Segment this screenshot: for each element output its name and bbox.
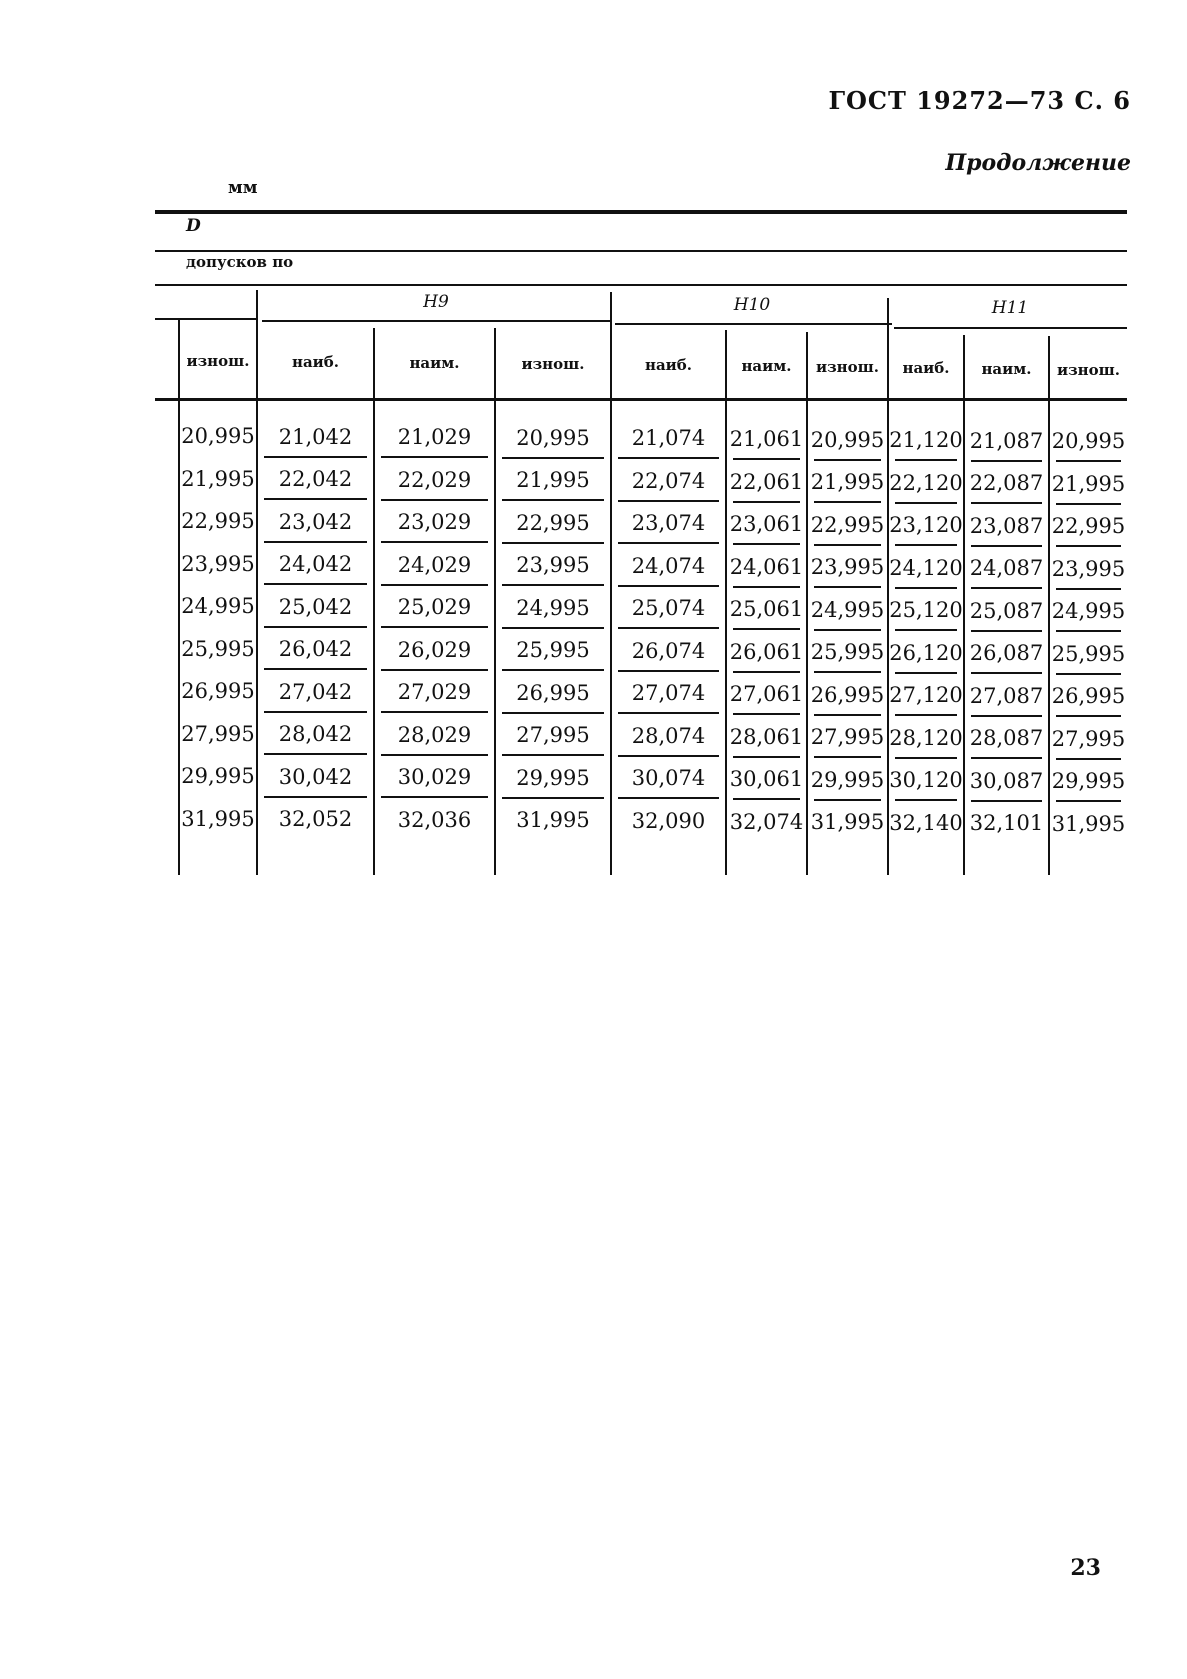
continuation-label: Продолжение <box>945 150 1131 176</box>
group-header-h10: H10 <box>733 295 771 315</box>
cell-underline <box>1056 630 1121 632</box>
cell-underline <box>814 629 881 631</box>
table-cell: 27,120 <box>889 683 963 708</box>
cell-underline <box>971 715 1042 717</box>
table-cell: 28,061 <box>729 724 804 749</box>
table-cell: 24,087 <box>969 556 1044 581</box>
table-cell: 29,995 <box>181 764 255 788</box>
cell-underline <box>502 754 604 756</box>
cell-underline <box>971 757 1042 759</box>
table-cell: 23,074 <box>631 511 706 536</box>
table-cell: 24,995 <box>1051 599 1126 624</box>
table-cell: 22,995 <box>181 509 255 533</box>
table-cell: 30,120 <box>889 768 963 793</box>
cell-underline <box>381 669 488 671</box>
table-cell: 23,995 <box>1051 556 1126 581</box>
table-cell: 24,120 <box>889 555 963 580</box>
table-cell: 23,120 <box>889 513 963 538</box>
table-cell: 20,995 <box>181 424 255 448</box>
table-cell: 26,995 <box>1051 684 1126 709</box>
cell-underline <box>502 627 604 629</box>
column-header-rule <box>155 398 1127 401</box>
group-rule-h9 <box>262 320 610 322</box>
table-cell: 29,995 <box>1051 769 1126 794</box>
table-cell: 23,061 <box>729 512 804 536</box>
cell-underline <box>814 756 881 758</box>
cell-underline <box>733 586 800 588</box>
cell-underline <box>381 541 488 543</box>
cell-underline <box>971 587 1042 589</box>
cell-underline <box>1056 460 1121 462</box>
table-cell: 28,074 <box>631 723 706 748</box>
cell-underline <box>814 671 881 673</box>
unit-label: мм <box>228 178 258 198</box>
table-cell: 22,087 <box>969 471 1044 496</box>
cell-underline <box>502 584 604 586</box>
group-rule-h10 <box>615 323 892 325</box>
table-cell: 24,995 <box>516 595 590 620</box>
cell-underline <box>381 626 488 628</box>
column-header: наиб. <box>902 359 950 377</box>
cell-underline <box>1056 715 1121 717</box>
table-cell: 27,087 <box>969 683 1044 708</box>
table-cell: 30,029 <box>397 765 472 790</box>
column-header: изнош. <box>1056 361 1121 379</box>
table-cell: 25,995 <box>516 638 590 663</box>
cell-underline <box>1056 503 1121 505</box>
cell-underline <box>381 584 488 586</box>
column-header: наим. <box>741 357 792 375</box>
cell-underline <box>733 671 800 673</box>
cell-underline <box>895 587 957 589</box>
column-header: наиб. <box>644 356 693 374</box>
table-cell: 25,074 <box>631 596 706 621</box>
table-cell: 23,995 <box>516 553 590 578</box>
table-top-rule <box>155 210 1127 214</box>
cell-underline <box>814 459 881 461</box>
table-cell: 29,995 <box>516 765 590 790</box>
cell-underline <box>618 585 719 587</box>
table-cell: 31,995 <box>1051 811 1126 836</box>
table-cell: 26,074 <box>631 638 706 663</box>
table-cell: 25,995 <box>181 636 255 661</box>
cell-underline <box>1056 545 1121 547</box>
d-row-rule <box>155 250 1127 252</box>
cell-underline <box>264 626 367 628</box>
table-cell: 30,042 <box>278 764 353 789</box>
cell-underline <box>814 501 881 503</box>
table-cell: 30,087 <box>969 768 1044 793</box>
cell-underline <box>618 755 719 757</box>
table-cell: 28,120 <box>889 725 963 750</box>
cell-underline <box>264 668 367 670</box>
table-cell: 20,995 <box>1051 429 1126 454</box>
column-header: наиб. <box>291 353 340 371</box>
cell-underline <box>502 797 604 799</box>
table-cell: 27,995 <box>1051 726 1126 751</box>
group-rule-left <box>155 318 258 320</box>
cell-underline <box>1056 758 1121 760</box>
cell-underline <box>895 459 957 461</box>
cell-underline <box>814 799 881 801</box>
table-cell: 23,995 <box>181 551 255 576</box>
cell-underline <box>814 544 881 546</box>
table-cell: 23,042 <box>278 509 353 534</box>
table-cell: 20,995 <box>810 427 885 452</box>
table-cell: 22,042 <box>278 467 353 492</box>
table-cell: 21,995 <box>1051 471 1126 496</box>
cell-underline <box>733 501 800 503</box>
tolerance-row-rule <box>155 284 1127 286</box>
table-cell: 27,995 <box>810 725 885 750</box>
document-reference: ГОСТ 19272—73 С. 6 <box>828 86 1131 115</box>
group-header-h11: H11 <box>991 298 1029 318</box>
cell-underline <box>971 460 1042 462</box>
table-cell: 30,061 <box>729 767 804 791</box>
table-cell: 26,042 <box>278 637 353 662</box>
table-cell: 27,074 <box>631 681 706 706</box>
table-cell: 21,042 <box>278 424 353 449</box>
table-cell: 26,087 <box>969 641 1044 666</box>
table-cell: 32,101 <box>969 811 1044 836</box>
cell-underline <box>502 499 604 501</box>
cell-underline <box>895 502 957 504</box>
table-cell: 22,120 <box>889 470 963 495</box>
table-cell: 28,029 <box>397 722 472 747</box>
table-cell: 25,995 <box>1051 641 1126 666</box>
table-cell: 26,995 <box>810 682 885 707</box>
cell-underline <box>264 753 367 755</box>
cell-underline <box>381 796 488 798</box>
table-cell: 32,074 <box>729 809 804 834</box>
cell-underline <box>618 542 719 544</box>
table-cell: 31,995 <box>810 810 885 835</box>
table-cell: 25,029 <box>397 595 472 620</box>
table-cell: 31,995 <box>181 806 255 831</box>
dimension-d-label: D <box>186 216 201 236</box>
table-cell: 25,061 <box>729 597 804 621</box>
table-cell: 26,029 <box>397 637 472 662</box>
cell-underline <box>264 711 367 713</box>
table-cell: 22,995 <box>1051 514 1126 539</box>
table-cell: 21,995 <box>810 470 885 495</box>
cell-underline <box>618 457 719 459</box>
table-cell: 24,995 <box>181 594 255 618</box>
table-cell: 21,061 <box>729 427 804 451</box>
table-cell: 26,995 <box>181 679 255 703</box>
cell-underline <box>1056 800 1121 802</box>
table-cell: 31,995 <box>516 808 590 833</box>
cell-underline <box>618 670 719 672</box>
cell-underline <box>733 756 800 758</box>
cell-underline <box>895 629 957 631</box>
cell-underline <box>381 456 488 458</box>
cell-underline <box>264 583 367 585</box>
table-cell: 32,052 <box>278 807 353 832</box>
cell-underline <box>502 457 604 459</box>
table-cell: 24,074 <box>631 553 706 578</box>
table-cell: 27,029 <box>397 680 472 705</box>
cell-underline <box>264 498 367 500</box>
table-cell: 25,120 <box>889 598 963 623</box>
cell-underline <box>381 711 488 713</box>
cell-underline <box>971 502 1042 504</box>
group-rule-h11 <box>894 327 1127 329</box>
table-cell: 29,995 <box>810 767 885 792</box>
table-cell: 27,995 <box>516 723 590 748</box>
table-cell: 32,090 <box>631 808 706 833</box>
table-cell: 25,087 <box>969 598 1044 623</box>
column-header: наим. <box>981 360 1032 378</box>
table-cell: 26,120 <box>889 640 963 665</box>
table-cell: 23,995 <box>810 555 885 580</box>
table-cell: 24,061 <box>729 554 804 579</box>
table-cell: 22,061 <box>729 469 804 494</box>
table-cell: 22,995 <box>516 510 590 535</box>
table-cell: 28,042 <box>278 722 353 747</box>
table-cell: 22,029 <box>397 467 472 492</box>
table-cell: 21,995 <box>516 468 590 493</box>
cell-underline <box>264 541 367 543</box>
cell-underline <box>971 545 1042 547</box>
cell-underline <box>895 757 957 759</box>
table-cell: 21,995 <box>181 466 255 491</box>
tolerance-label: допусков по <box>186 253 294 271</box>
table-cell: 32,036 <box>397 807 472 832</box>
page-number: 23 <box>1070 1555 1101 1581</box>
table-cell: 24,029 <box>397 552 472 577</box>
table-cell: 26,995 <box>516 680 590 705</box>
table-cell: 20,995 <box>516 425 590 450</box>
cell-underline <box>381 754 488 756</box>
cell-underline <box>971 800 1042 802</box>
table-cell: 27,042 <box>278 679 353 704</box>
cell-underline <box>895 799 957 801</box>
cell-underline <box>502 542 604 544</box>
cell-underline <box>971 672 1042 674</box>
cell-underline <box>733 798 800 800</box>
cell-underline <box>264 796 367 798</box>
table-cell: 24,995 <box>810 597 885 622</box>
cell-underline <box>381 499 488 501</box>
column-header: изнош. <box>815 358 880 376</box>
column-header: изнош. <box>521 355 585 373</box>
cell-underline <box>733 543 800 545</box>
table-cell: 21,074 <box>631 426 706 451</box>
cell-underline <box>895 714 957 716</box>
cell-underline <box>618 627 719 629</box>
table-cell: 28,087 <box>969 726 1044 751</box>
table-cell: 24,042 <box>278 552 353 577</box>
table-cell: 27,061 <box>729 682 804 706</box>
cell-underline <box>733 458 800 460</box>
cell-underline <box>895 544 957 546</box>
cell-underline <box>1056 588 1121 590</box>
cell-underline <box>618 500 719 502</box>
cell-underline <box>1056 673 1121 675</box>
table-cell: 30,074 <box>631 766 706 791</box>
cell-underline <box>733 713 800 715</box>
table-cell: 21,029 <box>397 425 472 450</box>
cell-underline <box>264 456 367 458</box>
table-cell: 23,029 <box>397 510 472 535</box>
table-cell: 22,995 <box>810 512 885 537</box>
table-cell: 21,087 <box>969 428 1044 453</box>
cell-underline <box>618 797 719 799</box>
cell-underline <box>502 669 604 671</box>
cell-underline <box>502 712 604 714</box>
table-cell: 25,042 <box>278 594 353 619</box>
cell-underline <box>733 628 800 630</box>
table-cell: 23,087 <box>969 513 1044 538</box>
group-header-h9: H9 <box>423 292 449 312</box>
column-header: изнош. <box>186 352 250 370</box>
cell-underline <box>814 714 881 716</box>
cell-underline <box>814 586 881 588</box>
table-cell: 22,074 <box>631 468 706 493</box>
cell-underline <box>618 712 719 714</box>
cell-underline <box>971 630 1042 632</box>
table-cell: 26,061 <box>729 639 804 664</box>
table-cell: 21,120 <box>889 428 963 453</box>
table-cell: 27,995 <box>181 721 255 746</box>
column-header: наим. <box>409 354 460 372</box>
table-cell: 32,140 <box>889 810 963 835</box>
cell-underline <box>895 672 957 674</box>
table-cell: 25,995 <box>810 640 885 665</box>
